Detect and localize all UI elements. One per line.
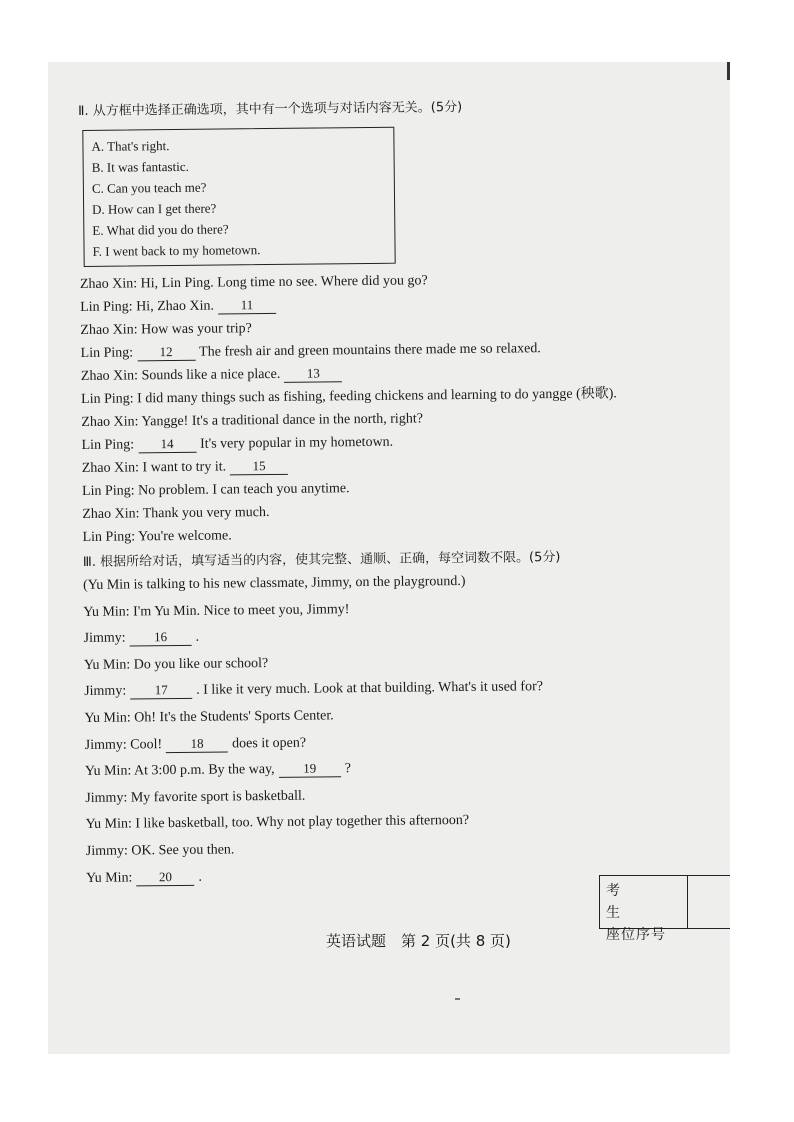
dialogue-text-after: It's very popular in my hometown.: [200, 434, 394, 452]
seat-number-box: [599, 875, 730, 943]
dialogue-text: Jimmy:: [84, 683, 127, 700]
option-item: F. I went back to my hometown.: [92, 242, 261, 259]
options-box: [82, 127, 395, 267]
section3-heading: Ⅲ. 根据所给对话，填写适当的内容，使其完整、通顺、正确，每空词数不限。(5分): [82, 549, 561, 570]
dialogue-text: Yu Min: At 3:00 p.m. By the way,: [84, 762, 275, 780]
seat-label-line1: 考生: [606, 883, 650, 921]
answer-blank-11[interactable]: 11: [218, 297, 276, 315]
dialogue-text: Yu Min: Do you like our school?: [83, 655, 269, 673]
answer-blank-17[interactable]: 17: [130, 682, 192, 700]
dialogue-text: Jimmy: Cool!: [84, 736, 163, 753]
answer-blank-18[interactable]: 18: [166, 735, 228, 753]
dialogue-text-after: ?: [344, 761, 351, 777]
dialogue-text: Jimmy:: [83, 630, 126, 647]
dialogue-text: Zhao Xin: Sounds like a nice place.: [80, 366, 281, 384]
option-item: E. What did you do there?: [92, 221, 229, 238]
dialogue-text: Zhao Xin: I want to try it.: [81, 459, 227, 476]
answer-blank-16[interactable]: 16: [130, 629, 192, 647]
dialogue-text: Zhao Xin: How was your trip?: [80, 321, 252, 338]
answer-blank-13[interactable]: 13: [284, 365, 342, 383]
option-item: D. How can I get there?: [92, 200, 217, 217]
dialogue-text: Zhao Xin: Thank you very much.: [82, 505, 270, 522]
section2-dialogue: [80, 266, 713, 549]
dialogue-text: Lin Ping: Hi, Zhao Xin.: [80, 298, 215, 315]
answer-blank-15[interactable]: 15: [230, 458, 288, 476]
answer-blank-19[interactable]: 19: [279, 760, 341, 778]
option-item: B. It was fantastic.: [91, 158, 189, 175]
section3-intro: (Yu Min is talking to his new classmate, Jimmy, on the playground.): [82, 573, 466, 593]
dialogue-text: Lin Ping: You're welcome.: [82, 528, 232, 545]
answer-blank-12[interactable]: 12: [137, 344, 195, 362]
content-block: [78, 95, 716, 892]
dialogue-text: Yu Min: I'm Yu Min. Nice to meet you, Jimmy!: [83, 601, 350, 620]
dialogue-text: Yu Min: I like basketball, too. Why not play together this afternoon?: [85, 813, 470, 833]
scan-dot: [455, 998, 460, 1000]
option-item: C. Can you teach me?: [91, 179, 207, 196]
section3-dialogue: [83, 593, 716, 892]
dialogue-text: Zhao Xin: Hi, Lin Ping. Long time no see. Where did you go?: [79, 273, 428, 292]
dialogue-text-after: .: [198, 869, 202, 885]
dialogue-text: Zhao Xin: Yangge! It's a traditional dance in the north, right?: [81, 411, 423, 430]
dialogue-text: Lin Ping:: [80, 345, 134, 361]
dialogue-text: Jimmy: OK. See you then.: [85, 842, 235, 859]
dialogue-text: Yu Min:: [86, 870, 133, 886]
section2-heading: Ⅱ. 从方框中选择正确选项，其中有一个选项与对话内容无关。(5分): [78, 99, 463, 119]
option-item: A. That's right.: [91, 138, 170, 154]
dialogue-text-after: . I like it very much. Look at that building. What's it used for?: [196, 679, 543, 699]
seat-label-line2: 座位序号: [606, 927, 666, 943]
dialogue-text: Jimmy: My favorite sport is basketball.: [85, 788, 306, 806]
dialogue-text-after: .: [195, 629, 200, 645]
answer-blank-14[interactable]: 14: [138, 436, 196, 454]
seat-label: [600, 876, 688, 943]
dialogue-text: Lin Ping: I did many things such as fishing, feeding chickens and learning to do yangge (秧歌).: [81, 386, 617, 407]
page-footer: 英语试题 第 2 页(共 8 页): [326, 932, 511, 950]
dialogue-text: Lin Ping: No problem. I can teach you anytime.: [82, 481, 350, 499]
answer-blank-20[interactable]: 20: [136, 868, 194, 886]
dialogue-text: Lin Ping:: [81, 437, 135, 453]
dialogue-text-after: The fresh air and green mountains there made me so relaxed.: [199, 341, 541, 360]
dialogue-text-after: does it open?: [232, 735, 307, 751]
dialogue-text: Yu Min: Oh! It's the Students' Sports Center.: [84, 708, 334, 726]
paper-edge-mark: [727, 62, 730, 80]
